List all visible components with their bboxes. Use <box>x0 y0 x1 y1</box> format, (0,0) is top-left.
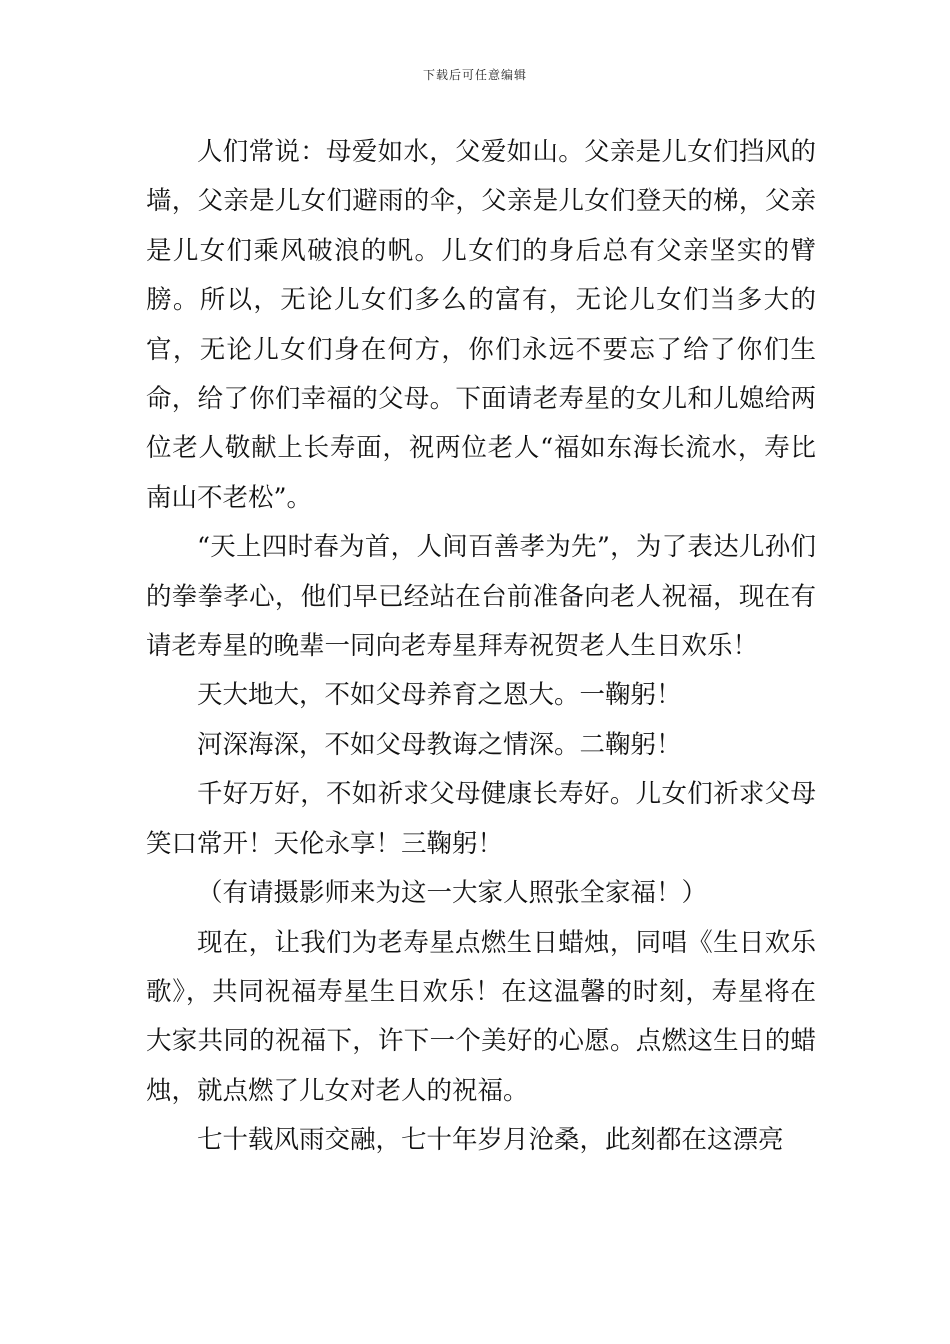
paragraph-filial-piety: “天上四时春为首，人间百善孝为先”，为了表达儿孙们的拳拳孝心，他们早已经站在台前准备向老人祝福，现在有请老寿星的晚辈一同向老寿星拜寿祝贺老人生日欢乐！ <box>146 532 816 662</box>
paragraph-seventy-years: 七十载风雨交融，七十年岁月沧桑，此刻都在这漂亮 <box>197 1125 784 1156</box>
paragraph-second-bow: 河深海深，不如父母教诲之情深。二鞠躬！ <box>197 729 682 760</box>
paragraph-first-bow: 天大地大，不如父母养育之恩大。一鞠躬！ <box>197 680 682 711</box>
paragraph-family-photo: （有请摄影师来为这一大家人照张全家福！） <box>197 878 708 909</box>
paragraph-birthday-candles: 现在，让我们为老寿星点燃生日蜡烛，同唱《生日欢乐歌》，共同祝福寿星生日欢乐！在这温馨的时刻，寿星将在大家共同的祝福下，许下一个美好的心愿。点燃这生日的蜡烛，就点燃了儿女对老人的祝福。 <box>146 927 816 1106</box>
document-body <box>146 128 816 1166</box>
page-header: 下载后可任意编辑 <box>422 68 527 82</box>
paragraph-third-bow: 千好万好，不如祈求父母健康长寿好。儿女们祈求父母笑口常开！天伦永享！三鞠躬！ <box>146 779 816 859</box>
paragraph-father-love: 人们常说：母爱如水，父爱如山。父亲是儿女们挡风的墙，父亲是儿女们避雨的伞，父亲是儿女们登天的梯，父亲是儿女们乘风破浪的帆。儿女们的身后总有父亲坚实的臂膀。所以，无论儿女们多么的富有，无论儿女们当多大的官，无论儿女们身在何方，你们永远不要忘了给了你们生命，给了你们幸福的父母。下面请老寿星的女儿和儿媳给两位老人敬献上长寿面，祝两位老人“福如东海长流水，寿比南山不老松”。 <box>146 137 816 513</box>
